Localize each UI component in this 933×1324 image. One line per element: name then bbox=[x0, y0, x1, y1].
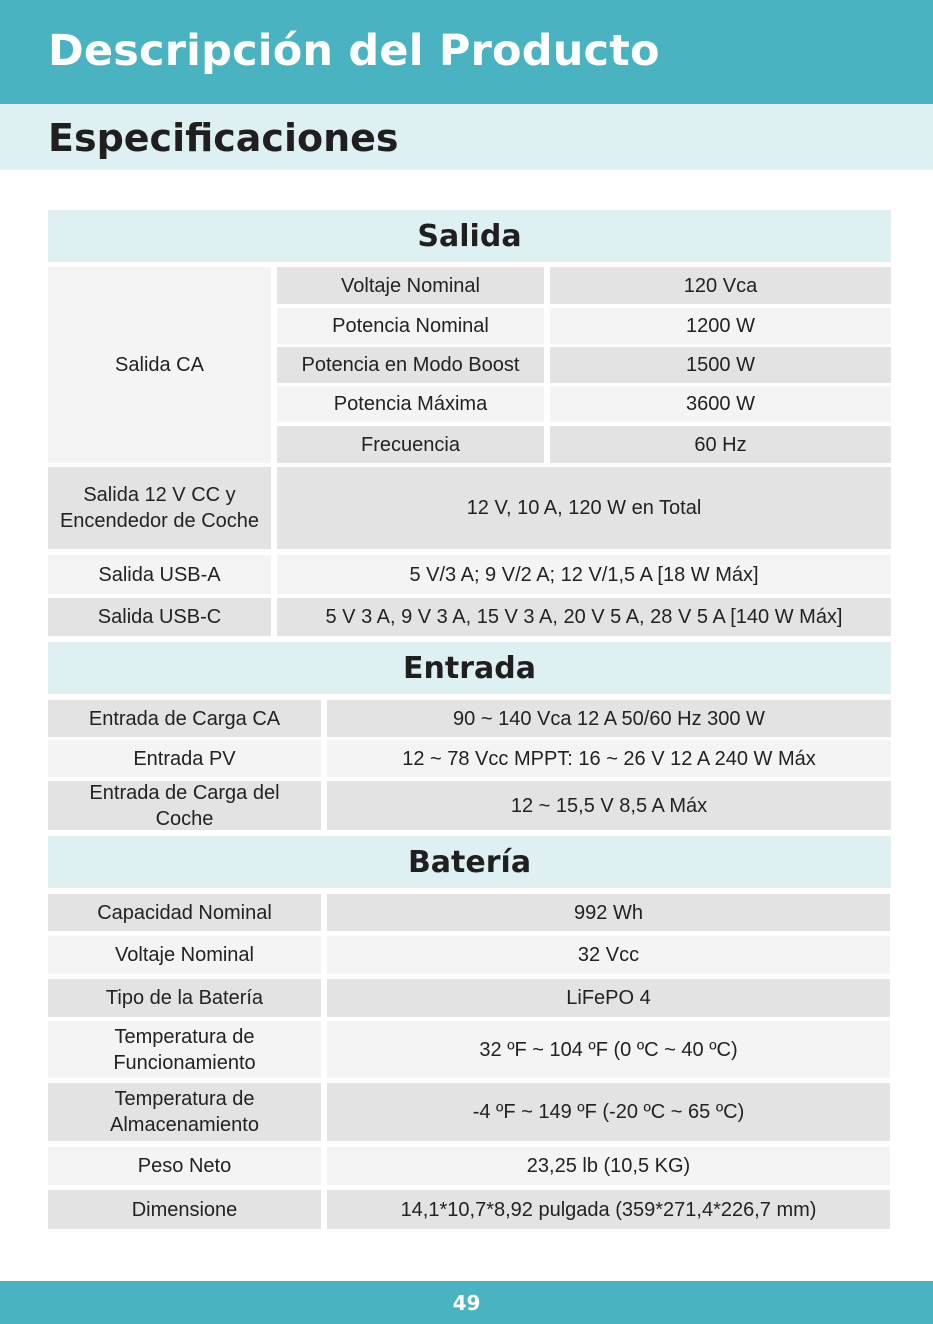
bateria-label-3: Temperatura de Funcionamiento bbox=[48, 1021, 321, 1078]
bateria-label-1: Voltaje Nominal bbox=[48, 936, 321, 974]
salida-usba-value: 5 V/3 A; 9 V/2 A; 12 V/1,5 A [18 W Máx] bbox=[277, 555, 891, 594]
salida-ca-value-4: 60 Hz bbox=[550, 426, 891, 463]
salida-ca-label-3: Potencia Máxima bbox=[277, 386, 544, 422]
bateria-label-6: Dimensione bbox=[48, 1190, 321, 1229]
entrada-label-2: Entrada de Carga del Coche bbox=[48, 781, 321, 830]
footer-bar bbox=[0, 1281, 933, 1324]
salida-usbc-label: Salida USB-C bbox=[48, 598, 271, 636]
salida-ca-label-1: Potencia Nominal bbox=[277, 308, 544, 344]
salida-ca-label-2: Potencia en Modo Boost bbox=[277, 347, 544, 383]
salida-ca-label-0: Voltaje Nominal bbox=[277, 267, 544, 304]
salida-header: Salida bbox=[48, 210, 891, 262]
entrada-label-1: Entrada PV bbox=[48, 740, 321, 777]
bateria-label-0: Capacidad Nominal bbox=[48, 894, 321, 931]
bateria-value-4: -4 ºF ~ 149 ºF (-20 ºC ~ 65 ºC) bbox=[327, 1083, 890, 1141]
entrada-header: Entrada bbox=[48, 642, 891, 694]
sub-banner bbox=[0, 104, 933, 170]
bateria-label-2: Tipo de la Batería bbox=[48, 979, 321, 1017]
entrada-value-2: 12 ~ 15,5 V 8,5 A Máx bbox=[327, 781, 891, 830]
page-number: 49 bbox=[452, 1290, 481, 1315]
bateria-value-6: 14,1*10,7*8,92 pulgada (359*271,4*226,7 mm) bbox=[327, 1190, 890, 1229]
salida-ca-label-4: Frecuencia bbox=[277, 426, 544, 463]
salida-ca-value-3: 3600 W bbox=[550, 386, 891, 422]
entrada-label-0: Entrada de Carga CA bbox=[48, 700, 321, 737]
bateria-value-2: LiFePO 4 bbox=[327, 979, 890, 1017]
bateria-value-0: 992 Wh bbox=[327, 894, 890, 931]
top-banner bbox=[0, 0, 933, 104]
bateria-header: Batería bbox=[48, 836, 891, 888]
entrada-value-1: 12 ~ 78 Vcc MPPT: 16 ~ 26 V 12 A 240 W Máx bbox=[327, 740, 891, 777]
salida-ca-label: Salida CA bbox=[48, 267, 271, 463]
entrada-value-0: 90 ~ 140 Vca 12 A 50/60 Hz 300 W bbox=[327, 700, 891, 737]
bateria-value-5: 23,25 lb (10,5 KG) bbox=[327, 1147, 890, 1185]
salida-usbc-value: 5 V 3 A, 9 V 3 A, 15 V 3 A, 20 V 5 A, 28 V 5 A [140 W Máx] bbox=[277, 598, 891, 636]
salida-dc-label: Salida 12 V CC y Encendedor de Coche bbox=[48, 467, 271, 549]
salida-ca-value-2: 1500 W bbox=[550, 347, 891, 383]
section-title: Especificaciones bbox=[48, 116, 399, 160]
salida-ca-value-0: 120 Vca bbox=[550, 267, 891, 304]
bateria-value-1: 32 Vcc bbox=[327, 936, 890, 974]
page-title: Descripción del Producto bbox=[48, 26, 660, 76]
bateria-label-5: Peso Neto bbox=[48, 1147, 321, 1185]
salida-usba-label: Salida USB-A bbox=[48, 555, 271, 594]
salida-ca-value-1: 1200 W bbox=[550, 308, 891, 344]
bateria-label-4: Temperatura de Almacenamiento bbox=[48, 1083, 321, 1141]
bateria-value-3: 32 ºF ~ 104 ºF (0 ºC ~ 40 ºC) bbox=[327, 1021, 890, 1078]
salida-dc-value: 12 V, 10 A, 120 W en Total bbox=[277, 467, 891, 549]
